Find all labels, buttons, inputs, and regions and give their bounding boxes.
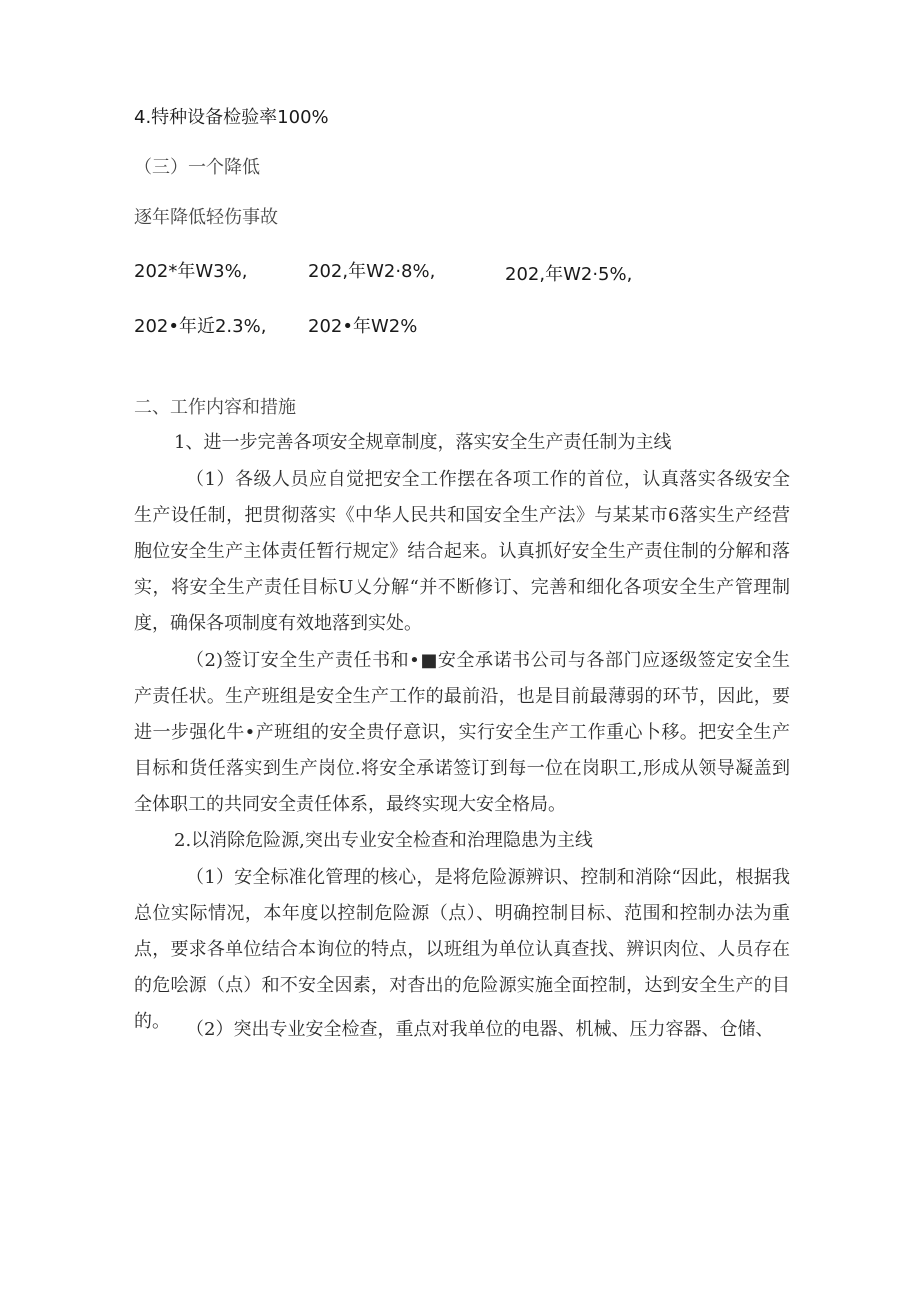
rate-2021: 202,年W2·8%, (308, 261, 436, 282)
point-1-paragraph-2: （2)签订安全生产责任书和•■安全承诺书公司与各部门应逐级签定安全生产责任状。生产班组是安全生产工作的最前沿，也是目前最薄弱的环节，因此，要进一步强化牛•产班组的安全贵仔意识，实行安全生产工作重心卜移。把安全生产目标和货任落实到生产岗位.将安全承诺签订到每一位在岗职工,形成从领导凝盖到全体职工的共同安全责任体系，最终实现大安全格局。 (134, 650, 790, 815)
point-1-title: 1、进一步完善各项安全规章制度，落实安全生产责任制为主线 (174, 432, 672, 453)
rate-2024: 202•年W2% (308, 316, 418, 337)
section-2-heading: 二、工作内容和措施 (134, 397, 296, 418)
item-4-line: 4.特种设备检验率100% (134, 107, 329, 128)
point-1-paragraph-1: （1）各级人员应自觉把安全工作摆在各项工作的首位，认真落实各级安全生产设任制，把贯彻落实《中华人民共和国安全生产法》与某某市6落实生产经营胞位安全生产主体责任暂行规定》结合起来。认真抓好安全生产责住制的分解和落实，将安全生产责任目标U乂分解“并不断修订、完善和细化各项安全生产管理制度，确保各项制度有效地落到实处。 (134, 469, 790, 634)
section-3-heading: （三）一个降低 (134, 157, 260, 178)
rate-2020: 202*年W3%, (134, 261, 248, 282)
section-3-subtitle: 逐年降低轻伤事故 (134, 207, 278, 228)
point-2-paragraph-2: （2）突出专业安全检查，重点对我单位的电器、机械、压力容器、仓储、 (186, 1019, 774, 1040)
rate-2022: 202,年W2·5%, (505, 264, 633, 285)
point-2-title: 2.以消除危险源,突出专业安全检查和治理隐患为主线 (174, 830, 593, 851)
point-2-paragraph-1: （1）安全标准化管理的核心，是将危险源辨识、控制和消除“因此，根据我总位实际情况，本年度以控制危险源（点）、明确控制目标、范围和控制办法为重点，要求各单位结合本询位的特点，以班组为单位认真查找、辨识肉位、人员存在的危哙源（点）和不安全因素，对杳出的危险源实施全面控制，达到安全生产的目的。 (134, 867, 790, 1032)
rate-2023: 202•年近2.3%, (134, 316, 267, 337)
